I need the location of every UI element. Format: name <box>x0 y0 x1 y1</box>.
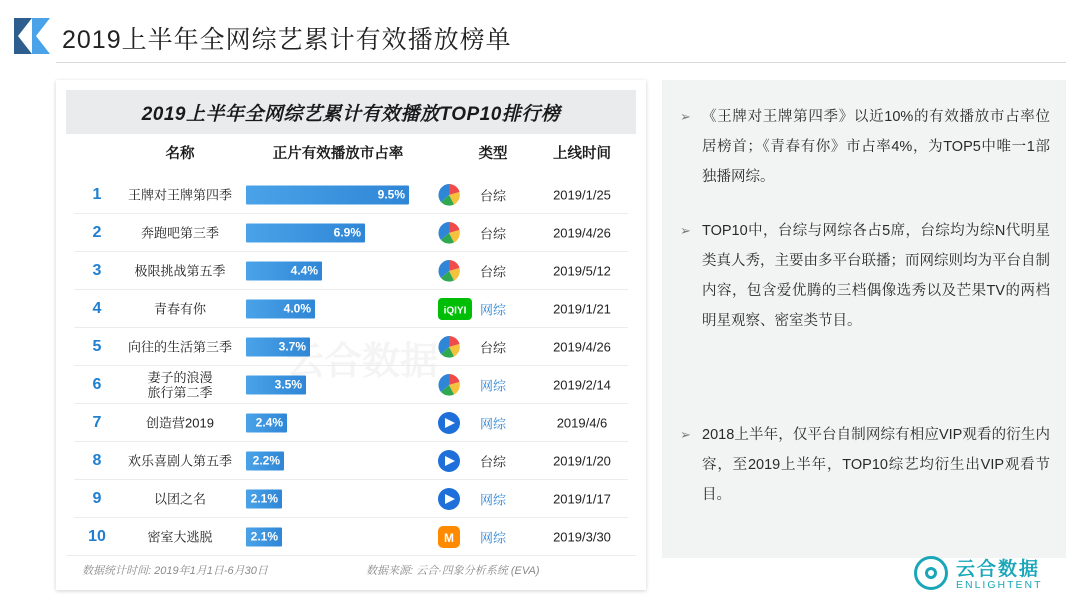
row-rank: 8 <box>92 452 102 469</box>
analysis-panel <box>662 80 1066 558</box>
mango-tv-icon <box>438 374 460 396</box>
table-row <box>66 442 636 480</box>
row-date: 2019/4/26 <box>553 225 611 241</box>
footer-data-source: 数据来源: 云合·四象分析系统 (EVA) <box>366 565 540 577</box>
svg-text:iQIYI: iQIYI <box>443 305 467 317</box>
row-title: 向往的生活第三季 <box>127 339 232 355</box>
table-row <box>66 366 636 404</box>
row-bar <box>246 452 430 471</box>
table-header-row <box>66 142 636 176</box>
row-rank: 1 <box>92 186 102 203</box>
row-date: 2019/1/21 <box>553 301 611 317</box>
header-divider <box>56 62 1066 63</box>
row-bar <box>246 300 430 319</box>
row-rank: 5 <box>92 338 102 355</box>
row-platform-logo <box>438 222 460 244</box>
row-rank: 6 <box>92 376 102 393</box>
footer-stat-period: 数据统计时间: 2019年1月1日-6月30日 <box>82 565 268 577</box>
row-title: 创造营2019 <box>146 415 214 431</box>
row-bar-value: 3.5% <box>274 377 302 392</box>
table-row <box>66 404 636 442</box>
row-bar <box>246 186 430 205</box>
row-rank: 10 <box>88 528 106 545</box>
table-row <box>66 290 636 328</box>
tencent-video-icon <box>438 488 460 510</box>
row-bar-value: 6.9% <box>333 225 361 240</box>
row-bar-value: 2.4% <box>255 415 283 430</box>
row-type: 网综 <box>479 530 506 546</box>
analysis-bullet-text: TOP10中，台综与网综各占5席，台综均为综N代明星类真人秀，主要由多平台联播；而网综则均为平台自制内容，包含爱优腾的三档偶像选秀以及芒果TV的两档明星观察、密室类节目。 <box>702 223 1050 329</box>
row-type: 台综 <box>479 188 506 204</box>
mango-tv-icon <box>438 260 460 282</box>
row-rank: 4 <box>92 300 102 317</box>
ranking-rows <box>66 176 636 556</box>
analysis-bullet-text: 《王牌对王牌第四季》以近10%的有效播放市占率位居榜首；《青春有你》市占率4%，为TOP5中唯一1部独播网综。 <box>702 109 1050 185</box>
row-bar <box>246 224 430 243</box>
row-title: 欢乐喜剧人第五季 <box>127 453 232 469</box>
svg-text:M: M <box>444 531 454 545</box>
row-bar <box>246 262 430 281</box>
mango-tv-square-icon <box>438 526 460 548</box>
zigzag-logo-icon <box>14 14 54 58</box>
row-platform-logo <box>438 298 467 320</box>
chart-title-bar <box>66 90 636 134</box>
row-date: 2019/3/30 <box>553 529 611 545</box>
table-row <box>66 252 636 290</box>
row-type: 台综 <box>479 454 506 470</box>
column-header-date: 上线时间 <box>553 146 611 162</box>
bullet-marker-icon: ➢ <box>680 427 691 442</box>
column-header-name: 名称 <box>165 146 195 162</box>
row-platform-logo <box>438 260 460 282</box>
row-date: 2019/2/14 <box>553 377 611 393</box>
row-bar <box>246 414 430 433</box>
row-bar <box>246 528 430 547</box>
row-platform-logo <box>438 184 460 206</box>
bullet-marker-icon: ➢ <box>680 223 691 238</box>
row-rank: 7 <box>92 414 102 431</box>
row-bar-value: 2.2% <box>252 453 280 468</box>
row-title: 以团之名 <box>153 491 206 507</box>
row-title: 王牌对王牌第四季 <box>127 187 232 203</box>
table-row <box>66 518 636 556</box>
row-platform-logo <box>438 488 460 510</box>
chart-title: 2019上半年全网综艺累计有效播放TOP10排行榜 <box>141 103 561 125</box>
row-rank: 9 <box>92 490 102 507</box>
row-date: 2019/5/12 <box>553 263 611 279</box>
row-bar-value: 3.7% <box>278 339 306 354</box>
row-platform-logo <box>438 526 460 548</box>
brand-name-en: ENLIGHTENT <box>956 579 1043 591</box>
mango-tv-icon <box>438 184 460 206</box>
mango-tv-icon <box>438 222 460 244</box>
row-platform-logo <box>438 336 460 358</box>
brand-name-cn: 云合数据 <box>956 559 1041 580</box>
row-date: 2019/1/20 <box>553 453 611 469</box>
ranking-panel <box>56 80 646 590</box>
brand-logo <box>914 552 1064 598</box>
analysis-bullet-2 <box>680 216 1050 336</box>
row-bar-value: 4.0% <box>283 301 311 316</box>
analysis-bullet-1 <box>680 102 1050 192</box>
row-type: 网综 <box>479 416 506 432</box>
row-title: 极限挑战第五季 <box>134 263 226 279</box>
row-rank: 2 <box>92 224 102 241</box>
row-type: 网综 <box>479 492 506 508</box>
page-header <box>0 0 1080 70</box>
row-date: 2019/1/25 <box>553 187 611 203</box>
tencent-video-icon <box>438 450 460 472</box>
row-platform-logo <box>438 450 460 472</box>
row-type: 网综 <box>479 302 506 318</box>
row-bar-value: 2.1% <box>250 491 278 506</box>
row-title: 妻子的浪漫 旅行第二季 <box>147 370 213 400</box>
row-rank: 3 <box>92 262 102 279</box>
row-title: 密室大逃脱 <box>147 529 213 545</box>
column-header-share: 正片有效播放市占率 <box>272 146 404 162</box>
row-title: 奔跑吧第三季 <box>140 225 219 241</box>
bullet-marker-icon: ➢ <box>680 109 691 124</box>
row-type: 台综 <box>479 264 506 280</box>
row-bar-value: 2.1% <box>250 529 278 544</box>
row-type: 台综 <box>479 226 506 242</box>
row-bar <box>246 376 430 395</box>
row-date: 2019/4/26 <box>553 339 611 355</box>
table-row <box>66 480 636 518</box>
tencent-video-icon <box>438 412 460 434</box>
row-title: 青春有你 <box>153 301 206 317</box>
row-bar-value: 4.4% <box>290 263 318 278</box>
row-platform-logo <box>438 412 460 434</box>
page-title: 2019上半年全网综艺累计有效播放榜单 <box>62 26 512 54</box>
row-bar <box>246 338 430 357</box>
row-date: 2019/4/6 <box>556 415 608 431</box>
table-row <box>66 214 636 252</box>
column-header-type: 类型 <box>478 146 508 162</box>
row-type: 网综 <box>479 378 506 394</box>
enlightent-ring-icon <box>914 556 948 590</box>
chart-footer <box>66 555 636 582</box>
row-platform-logo <box>438 374 460 396</box>
row-date: 2019/1/17 <box>553 491 611 507</box>
row-bar-value: 9.5% <box>377 187 405 202</box>
mango-tv-icon <box>438 336 460 358</box>
table-row <box>66 328 636 366</box>
analysis-bullet-3 <box>680 420 1050 510</box>
row-type: 台综 <box>479 340 506 356</box>
analysis-bullet-text: 2018上半年，仅平台自制网综有相应VIP观看的衍生内容，至2019上半年，TOP10综艺均衍生出VIP观看节目。 <box>702 427 1050 503</box>
row-bar <box>246 490 430 509</box>
table-row <box>66 176 636 214</box>
